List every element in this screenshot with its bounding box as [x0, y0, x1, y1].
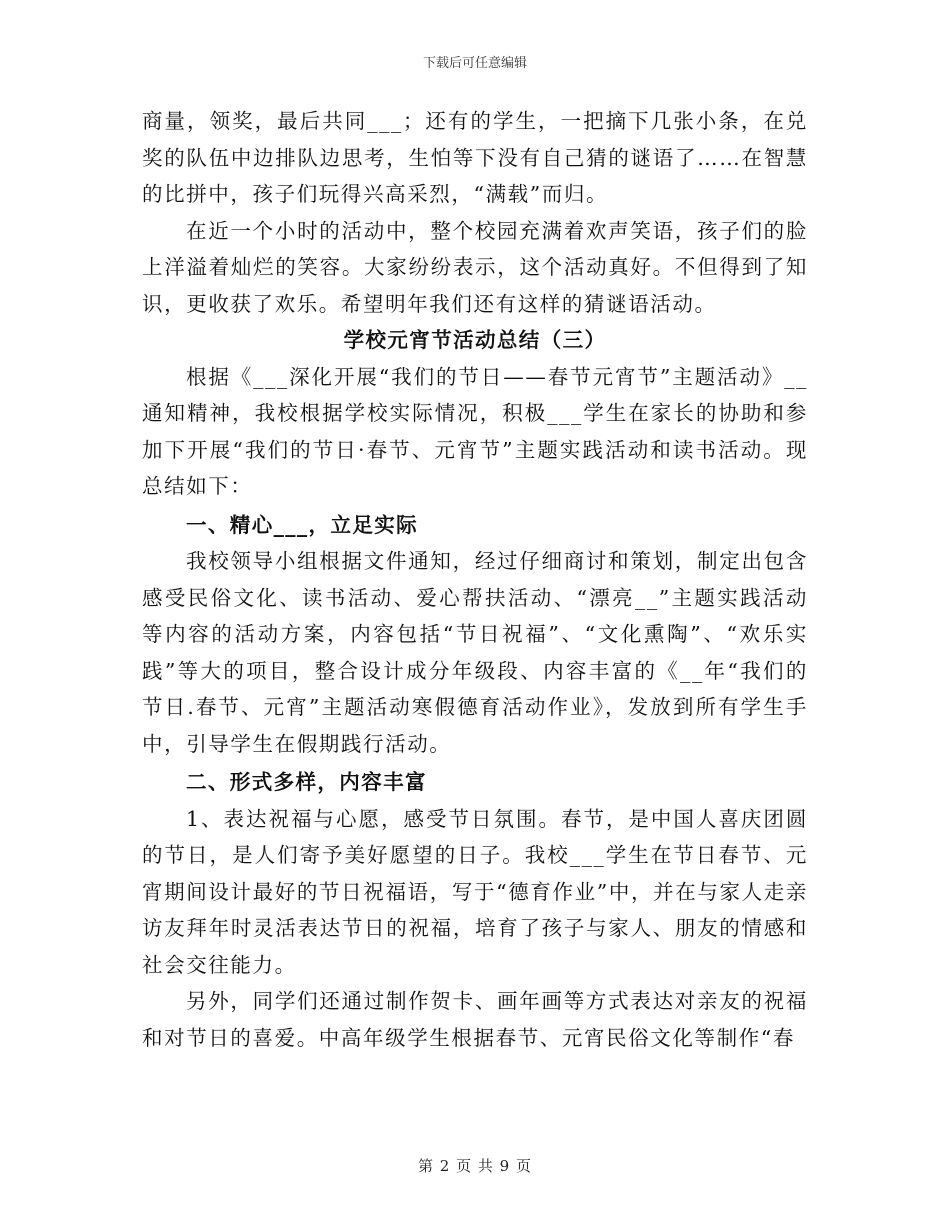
page-footer: 第 2 页 共 9 页 — [418, 1157, 532, 1175]
paragraph-continued: 商量，领奖，最后共同___；还有的学生，一把摘下几张小条，在兑奖的队伍中边排队边思考，生怕等下没有自己猜的谜语了……在智慧的比拼中，孩子们玩得兴高采烈，“满载”而归。 — [142, 109, 808, 206]
paragraph-activity-summary: 在近一个小时的活动中，整个校园充满着欢声笑语，孩子们的脸上洋溢着灿烂的笑容。大家纷纷表示，这个活动真好。不但得到了知识，更收获了欢乐。希望明年我们还有这样的猜谜语活动。 — [142, 218, 808, 316]
heading-careful-planning: 一、精心___，立足实际 — [186, 512, 419, 537]
paragraph-intro: 根据《___深化开展“我们的节日——春节元宵节”主题活动》__通知精神，我校根据学校实际情况，积极___学生在家长的协助和参加下开展“我们的节日·春节、元宵节”主题实践活动和读书活动。现总结如下： — [142, 364, 808, 498]
paragraph-additionally: 另外，同学们还通过制作贺卡、画年画等方式表达对亲友的祝福和对节日的喜爱。中高年级学生根据春节、元宵民俗文化等制作“春 — [142, 989, 808, 1050]
heading-diverse-forms: 二、形式多样，内容丰富 — [186, 770, 427, 794]
document-body — [142, 103, 808, 1056]
paragraph-blessings: 1、表达祝福与心愿，感受节日氛围。春节，是中国人喜庆团圆的节日，是人们寄予美好愿望的日子。我校___学生在节日春节、元宵期间设计最好的节日祝福语，写于“德育作业”中，并在与家人走亲访友拜年时灵活表达节日的祝福，培育了孩子与家人、朋友的情感和社会交往能力。 — [142, 806, 808, 977]
page-header: 下载后可任意编辑 — [422, 56, 527, 71]
paragraph-planning: 我校领导小组根据文件通知，经过仔细商讨和策划，制定出包含感受民俗文化、读书活动、爱心帮扶活动、“漂亮__”主题实践活动等内容的活动方案，内容包括“节日祝福”、“文化熏陶”、“欢乐实践”等大的项目，整合设计成分年级段、内容丰富的《__年“我们的节日.春节、元宵”主题活动寒假德育活动作业》，发放到所有学生手中，引导学生在假期践行活动。 — [142, 549, 808, 756]
section-title: 学校元宵节活动总结（三） — [343, 328, 607, 352]
